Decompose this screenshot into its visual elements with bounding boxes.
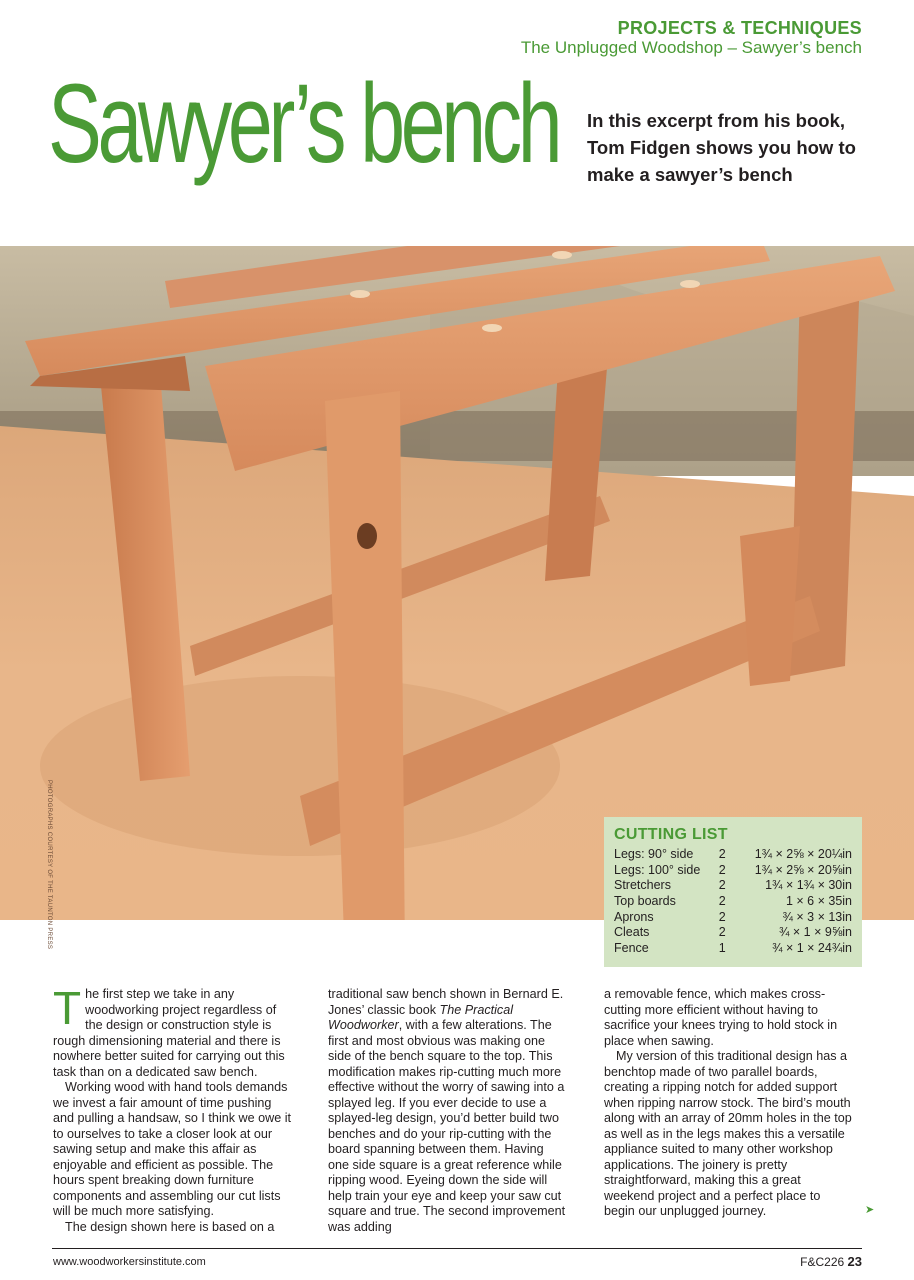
part-name: Fence xyxy=(614,940,649,955)
drop-cap: T xyxy=(53,982,82,1034)
part-name: Legs: 100° side xyxy=(614,862,701,877)
part-quantity: 2 xyxy=(718,862,726,877)
article-title: Sawyer’s bench xyxy=(48,61,559,186)
part-dimensions: 1 × 6 × 35in xyxy=(785,893,852,908)
part-quantity: 2 xyxy=(718,925,726,940)
cutting-list-row xyxy=(614,893,852,909)
part-name: Aprons xyxy=(614,909,654,924)
paragraph xyxy=(328,987,568,1235)
body-column-3 xyxy=(604,987,854,1220)
part-dimensions: 1¾ × 2⅝ × 20¼in xyxy=(754,846,852,861)
paragraph-text: , with a few alterations. The first and most obvious was making one side of the bench square to the top. This modification makes rip-cutting much more effective without the worry of sawing into a splayed leg. If you ever decide to use a splayed-leg design, you’d better build two benches and do your rip-cutting with the board spanning between them. Having one side square is a great reference while ripping wood. Eyeing down the side will help train your eye and keep your saw cut square and true. The second improvement was adding xyxy=(328,1018,566,1234)
paragraph: a removable fence, which makes cross-cutting more efficient without having to sacrifice your knees trying to hold stock in place when sawing. xyxy=(604,987,838,1048)
part-name: Legs: 90° side xyxy=(614,846,694,861)
cutting-list-row xyxy=(614,877,852,893)
cutting-list-row xyxy=(614,909,852,925)
cutting-list-title: CUTTING LIST xyxy=(614,826,728,843)
part-quantity: 2 xyxy=(718,878,726,893)
body-column-2 xyxy=(328,987,568,1235)
part-dimensions: ¾ × 1 × 24¾in xyxy=(772,940,852,955)
body-column-1 xyxy=(53,982,293,1235)
part-name: Top boards xyxy=(614,893,676,908)
paragraph: Working wood with hand tools demands we invest a fair amount of time pushing and pulling a handsaw, so I think we owe it to ourselves to take a closer look at our sawing setup and make this affair as enjoyable and efficient as possible. The hours spent breaking down furniture components and assembling our cut lists will be much more satisfying. xyxy=(53,1080,292,1218)
standfirst: In this excerpt from his book, Tom Fidgen shows you how to make a sawyer’s bench xyxy=(587,110,856,185)
section-title: PROJECTS & TECHNIQUES xyxy=(617,18,862,38)
continue-arrow-icon: ➤ xyxy=(865,1204,875,1216)
part-dimensions: 1¾ × 1¾ × 30in xyxy=(765,878,852,893)
part-quantity: 1 xyxy=(718,940,726,955)
cutting-list-row xyxy=(614,940,852,956)
part-dimensions: ¾ × 1 × 9⅝in xyxy=(779,925,852,940)
photo-credit: PHOTOGRAPHS COURTESY OF THE TAUNTON PRESS xyxy=(46,780,52,950)
part-quantity: 2 xyxy=(718,893,726,908)
part-quantity: 2 xyxy=(718,846,726,861)
cutting-list-row xyxy=(614,862,852,878)
part-dimensions: ¾ × 3 × 13in xyxy=(782,909,852,924)
paragraph-text: he first step we take in any woodworking project regardless of the design or construction style is rough dimensioning material and there is nowhere better suited for carrying out this task than on a dedicated saw bench. xyxy=(53,987,285,1079)
book-title: The Practical Woodworker xyxy=(328,1002,514,1032)
part-dimensions: 1¾ × 2⅝ × 20⅝in xyxy=(754,862,852,877)
paragraph-text: traditional saw bench shown in Bernard E. Jones’ classic book xyxy=(328,987,564,1017)
part-name: Cleats xyxy=(614,925,650,940)
cutting-list-row xyxy=(614,924,852,940)
footer-page-number xyxy=(800,1254,862,1269)
paragraph xyxy=(53,982,293,1080)
section-subtitle: The Unplugged Woodshop – Sawyer’s bench xyxy=(520,38,862,57)
paragraph: My version of this traditional design has a benchtop made of two parallel boards, creating a ripping notch for added support when ripping narrow stock. The bird’s mouth along with an array of 20mm holes in the top as well as in the legs makes this a versatile appliance suited to many other workshop applications. The joinery is pretty straightforward, making this a great weekend project and a perfect place to begin our unplugged journey. xyxy=(604,1049,852,1218)
cutting-list-box xyxy=(604,817,862,967)
footer-rule xyxy=(52,1248,862,1249)
part-name: Stretchers xyxy=(614,878,671,893)
page-number: 23 xyxy=(847,1254,862,1269)
cutting-list-table xyxy=(614,846,852,956)
footer-url: www.woodworkersinstitute.com xyxy=(53,1256,206,1268)
issue-label: F&C226 xyxy=(800,1255,845,1269)
paragraph: The design shown here is based on a xyxy=(65,1219,275,1234)
cutting-list-row xyxy=(614,846,852,862)
part-quantity: 2 xyxy=(718,909,726,924)
